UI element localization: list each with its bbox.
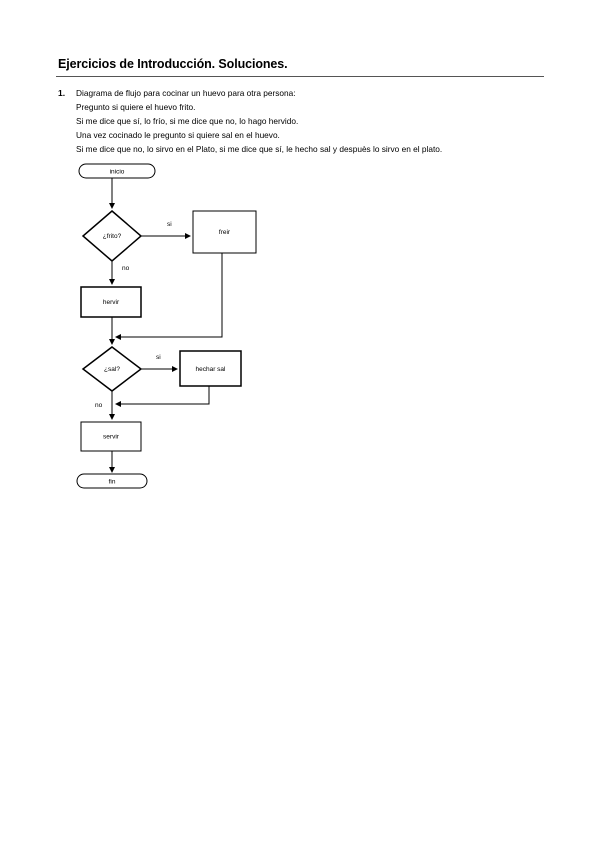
start-label: inicio [109, 168, 125, 176]
end-terminal [77, 474, 147, 488]
exercise-line-1: Diagrama de flujo para cocinar un huevo para otra persona: [76, 88, 296, 98]
decision-fry-label: ¿frito? [102, 233, 122, 240]
decision-salt [83, 347, 141, 391]
end-label: fin [108, 478, 116, 486]
exercise-line-5: Si me dice que no, lo sirvo en el Plato, si me dice que sí, le hecho sal y despuès lo sirvo en el plato. [76, 144, 443, 154]
decision-fry [83, 211, 141, 261]
serve-process [81, 422, 141, 451]
start-terminal [79, 164, 155, 178]
exercise-number: 1. [58, 88, 66, 98]
connector-salt-return [116, 386, 209, 404]
fry-process [193, 211, 256, 253]
no-label-2: no [95, 402, 103, 409]
exercise-line-2: Pregunto si quiere el huevo frito. [76, 102, 196, 112]
fry-label: freir [218, 229, 231, 236]
serve-label: servir [103, 433, 119, 441]
page-title: Ejercicios de Introducción. Soluciones. [58, 57, 288, 71]
yes-label-1: si [167, 221, 172, 228]
boil-label: hervir [102, 299, 120, 306]
salt-label: hechar sal [195, 366, 226, 373]
yes-label-2: si [156, 354, 161, 361]
decision-salt-label: ¿sal? [104, 366, 120, 373]
exercise-line-3: Si me dice que sí, lo frío, si me dice que no, lo hago hervido. [76, 116, 299, 126]
salt-process [180, 351, 241, 386]
no-label-1: no [122, 265, 130, 272]
exercise-line-4: Una vez cocinado le pregunto si quiere sal en el huevo. [76, 130, 280, 140]
boil-process [81, 287, 141, 317]
